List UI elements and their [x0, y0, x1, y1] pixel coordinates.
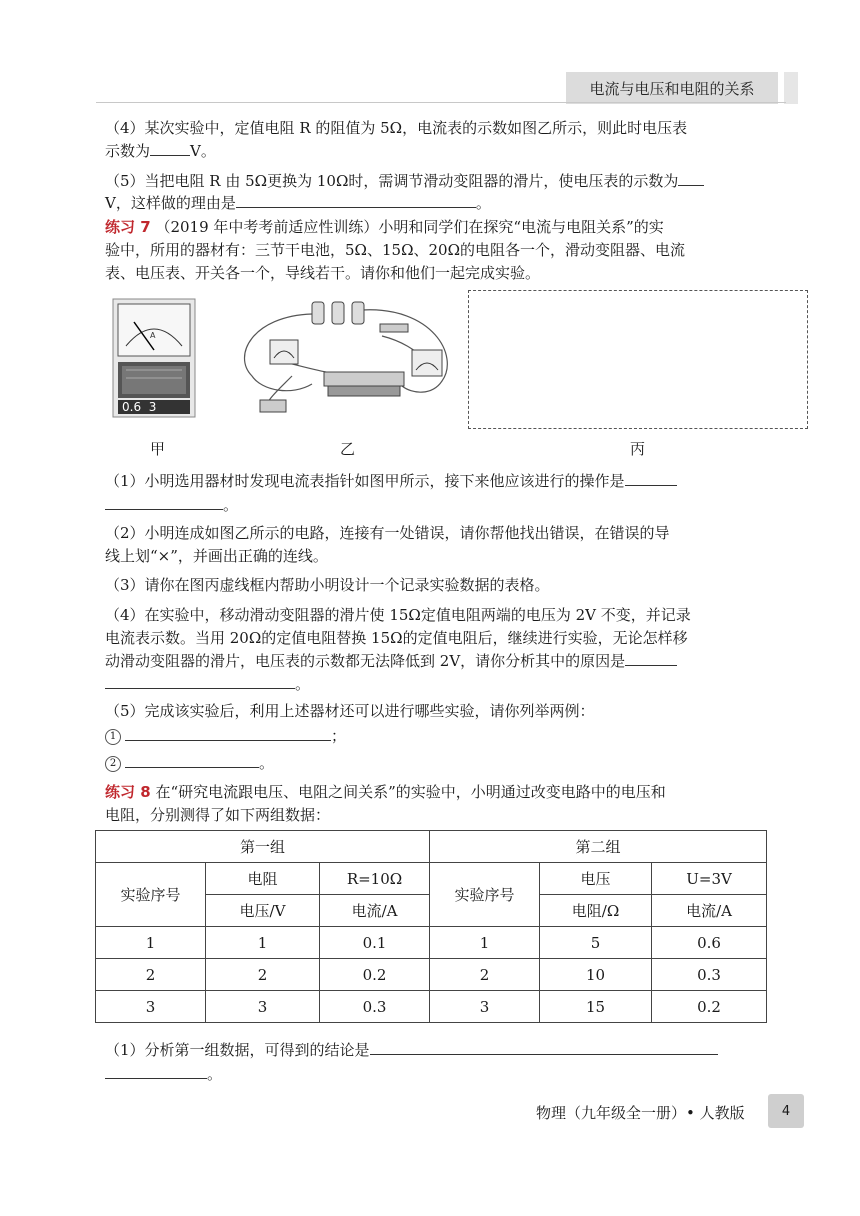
table-cell: 0.1	[320, 927, 430, 959]
table-cell: 3	[96, 991, 206, 1023]
q4-line-2: 示数为 V。	[105, 142, 216, 160]
ex7-label: 练习 7	[105, 218, 151, 236]
table-cell: 0.2	[320, 959, 430, 991]
ex7-q2-line-2: 线上划“×”，并画出正确的连线。	[105, 547, 328, 565]
table-cell: 1	[430, 927, 540, 959]
q5-line-1: （5）当把电阻 R 由 5Ω更换为 10Ω时，需调节滑动变阻器的滑片，使电压表的示数为	[105, 170, 765, 192]
group2-header: 第二组	[430, 831, 767, 863]
table-cell: 0.3	[320, 991, 430, 1023]
svg-text:A: A	[150, 331, 156, 340]
ex7-q2-line-1: （2）小明连成如图乙所示的电路，连接有一处错误，请你帮他找出错误，在错误的导	[105, 524, 670, 542]
table-cell: 5	[540, 927, 652, 959]
table-cell: 0.2	[652, 991, 767, 1023]
table-cell: 3	[430, 991, 540, 1023]
ex7-q4-line-2: 电流表示数。当用 20Ω的定值电阻替换 15Ω的定值电阻后，继续进行实验，无论怎样移	[105, 629, 688, 647]
ex7-q5-blank-1[interactable]	[125, 725, 331, 741]
ex7-q5-item-1: 1 ；	[105, 725, 765, 747]
circled-number-1: 1	[105, 729, 121, 745]
ex7-q4-line-1: （4）在实验中，移动滑动变阻器的滑片使 15Ω定值电阻两端的电压为 2V 不变，并记录	[105, 606, 691, 624]
table-design-box[interactable]	[468, 290, 808, 429]
ex7-line-2: 验中，所用的器材有：三节干电池，5Ω、15Ω、20Ω的电阻各一个，滑动变阻器、电流	[105, 241, 686, 259]
ex8-line-2: 电阻，分别测得了如下两组数据：	[105, 806, 331, 824]
table-cell: 3	[206, 991, 320, 1023]
current-unit-header-1: 电流/A	[320, 895, 430, 927]
ex7-q1-blank-b[interactable]	[105, 494, 223, 510]
ex7-q4-line-3: 动滑动变阻器的滑片，电压表的示数都无法降低到 2V，请你分析其中的原因是	[105, 650, 765, 672]
ex8-line-1: 练习 8 在“研究电流跟电压、电阻之间关系”的实验中，小明通过改变电路中的电压和	[105, 783, 666, 801]
table-cell: 0.6	[652, 927, 767, 959]
voltage-unit-header: 电压/V	[206, 895, 320, 927]
ex8-label: 练习 8	[105, 783, 151, 801]
header-rule	[96, 102, 786, 103]
q5-line-2: V，这样做的理由是 。	[105, 194, 491, 212]
ex8-q1-line-1: （1）分析第一组数据，可得到的结论是	[105, 1039, 765, 1061]
resistance-header: 电阻	[206, 863, 320, 895]
seq-header-1: 实验序号	[96, 863, 206, 927]
ex7-q1-line-1: （1）小明选用器材时发现电流表指针如图甲所示，接下来他应该进行的操作是	[105, 470, 765, 492]
table-row	[96, 927, 767, 959]
q5-reason-blank[interactable]	[236, 192, 476, 208]
ex8-q1-blank-b[interactable]	[105, 1063, 207, 1079]
book-title: 物理（九年级全一册）• 人教版	[536, 1104, 745, 1122]
table-cell: 2	[206, 959, 320, 991]
table-cell: 10	[540, 959, 652, 991]
ammeter-scale-label: 0.6 3	[122, 400, 157, 414]
data-table	[95, 830, 767, 1023]
ammeter-image	[112, 298, 196, 418]
ex7-q4-blank-b[interactable]	[105, 673, 295, 689]
circled-number-2: 2	[105, 756, 121, 772]
u-value: U=3V	[652, 863, 767, 895]
ex7-q5: （5）完成该实验后，利用上述器材还可以进行哪些实验，请你列举两例：	[105, 702, 595, 720]
ex7-q1-line-2: 。	[105, 494, 765, 516]
current-unit-header-2: 电流/A	[652, 895, 767, 927]
page-number: 4	[768, 1094, 804, 1128]
ex7-q4-line-4: 。	[105, 673, 765, 695]
caption-bing: 丙	[630, 440, 646, 458]
voltage-header: 电压	[540, 863, 652, 895]
caption-jia: 甲	[150, 440, 166, 458]
table-cell: 0.3	[652, 959, 767, 991]
table-cell: 2	[430, 959, 540, 991]
ex7-q3: （3）请你在图丙虚线框内帮助小明设计一个记录实验数据的表格。	[105, 576, 550, 594]
q4-line-1: （4）某次实验中，定值电阻 R 的阻值为 5Ω，电流表的示数如图乙所示，则此时电压表	[105, 119, 688, 137]
ex8-q1-blank-a[interactable]	[370, 1039, 718, 1055]
table-row	[96, 959, 767, 991]
r-value: R=10Ω	[320, 863, 430, 895]
ex7-q5-item-2: 2 。	[105, 752, 765, 774]
ex7-q5-blank-2[interactable]	[125, 752, 259, 768]
table-cell: 2	[96, 959, 206, 991]
q5-voltage-blank[interactable]	[678, 170, 704, 186]
circuit-figure	[232, 296, 460, 418]
q4-answer-blank[interactable]	[150, 140, 190, 156]
ex7-q4-blank-a[interactable]	[625, 650, 677, 666]
seq-header-2: 实验序号	[430, 863, 540, 927]
resistance-unit-header: 电阻/Ω	[540, 895, 652, 927]
group1-header: 第一组	[96, 831, 430, 863]
ex7-line-3: 表、电压表、开关各一个，导线若干。请你和他们一起完成实验。	[105, 264, 541, 282]
table-row	[96, 991, 767, 1023]
table-cell: 15	[540, 991, 652, 1023]
table-cell: 1	[96, 927, 206, 959]
ex7-q1-blank-a[interactable]	[625, 470, 677, 486]
ex8-q1-line-2: 。	[105, 1063, 765, 1085]
header-tab-edge	[784, 72, 798, 104]
caption-yi: 乙	[340, 440, 356, 458]
ex7-line-1: 练习 7 （2019 年中考考前适应性训练）小明和同学们在探究“电流与电阻关系”的实	[105, 218, 664, 236]
section-title: 电流与电压和电阻的关系	[566, 72, 778, 104]
table-cell: 1	[206, 927, 320, 959]
